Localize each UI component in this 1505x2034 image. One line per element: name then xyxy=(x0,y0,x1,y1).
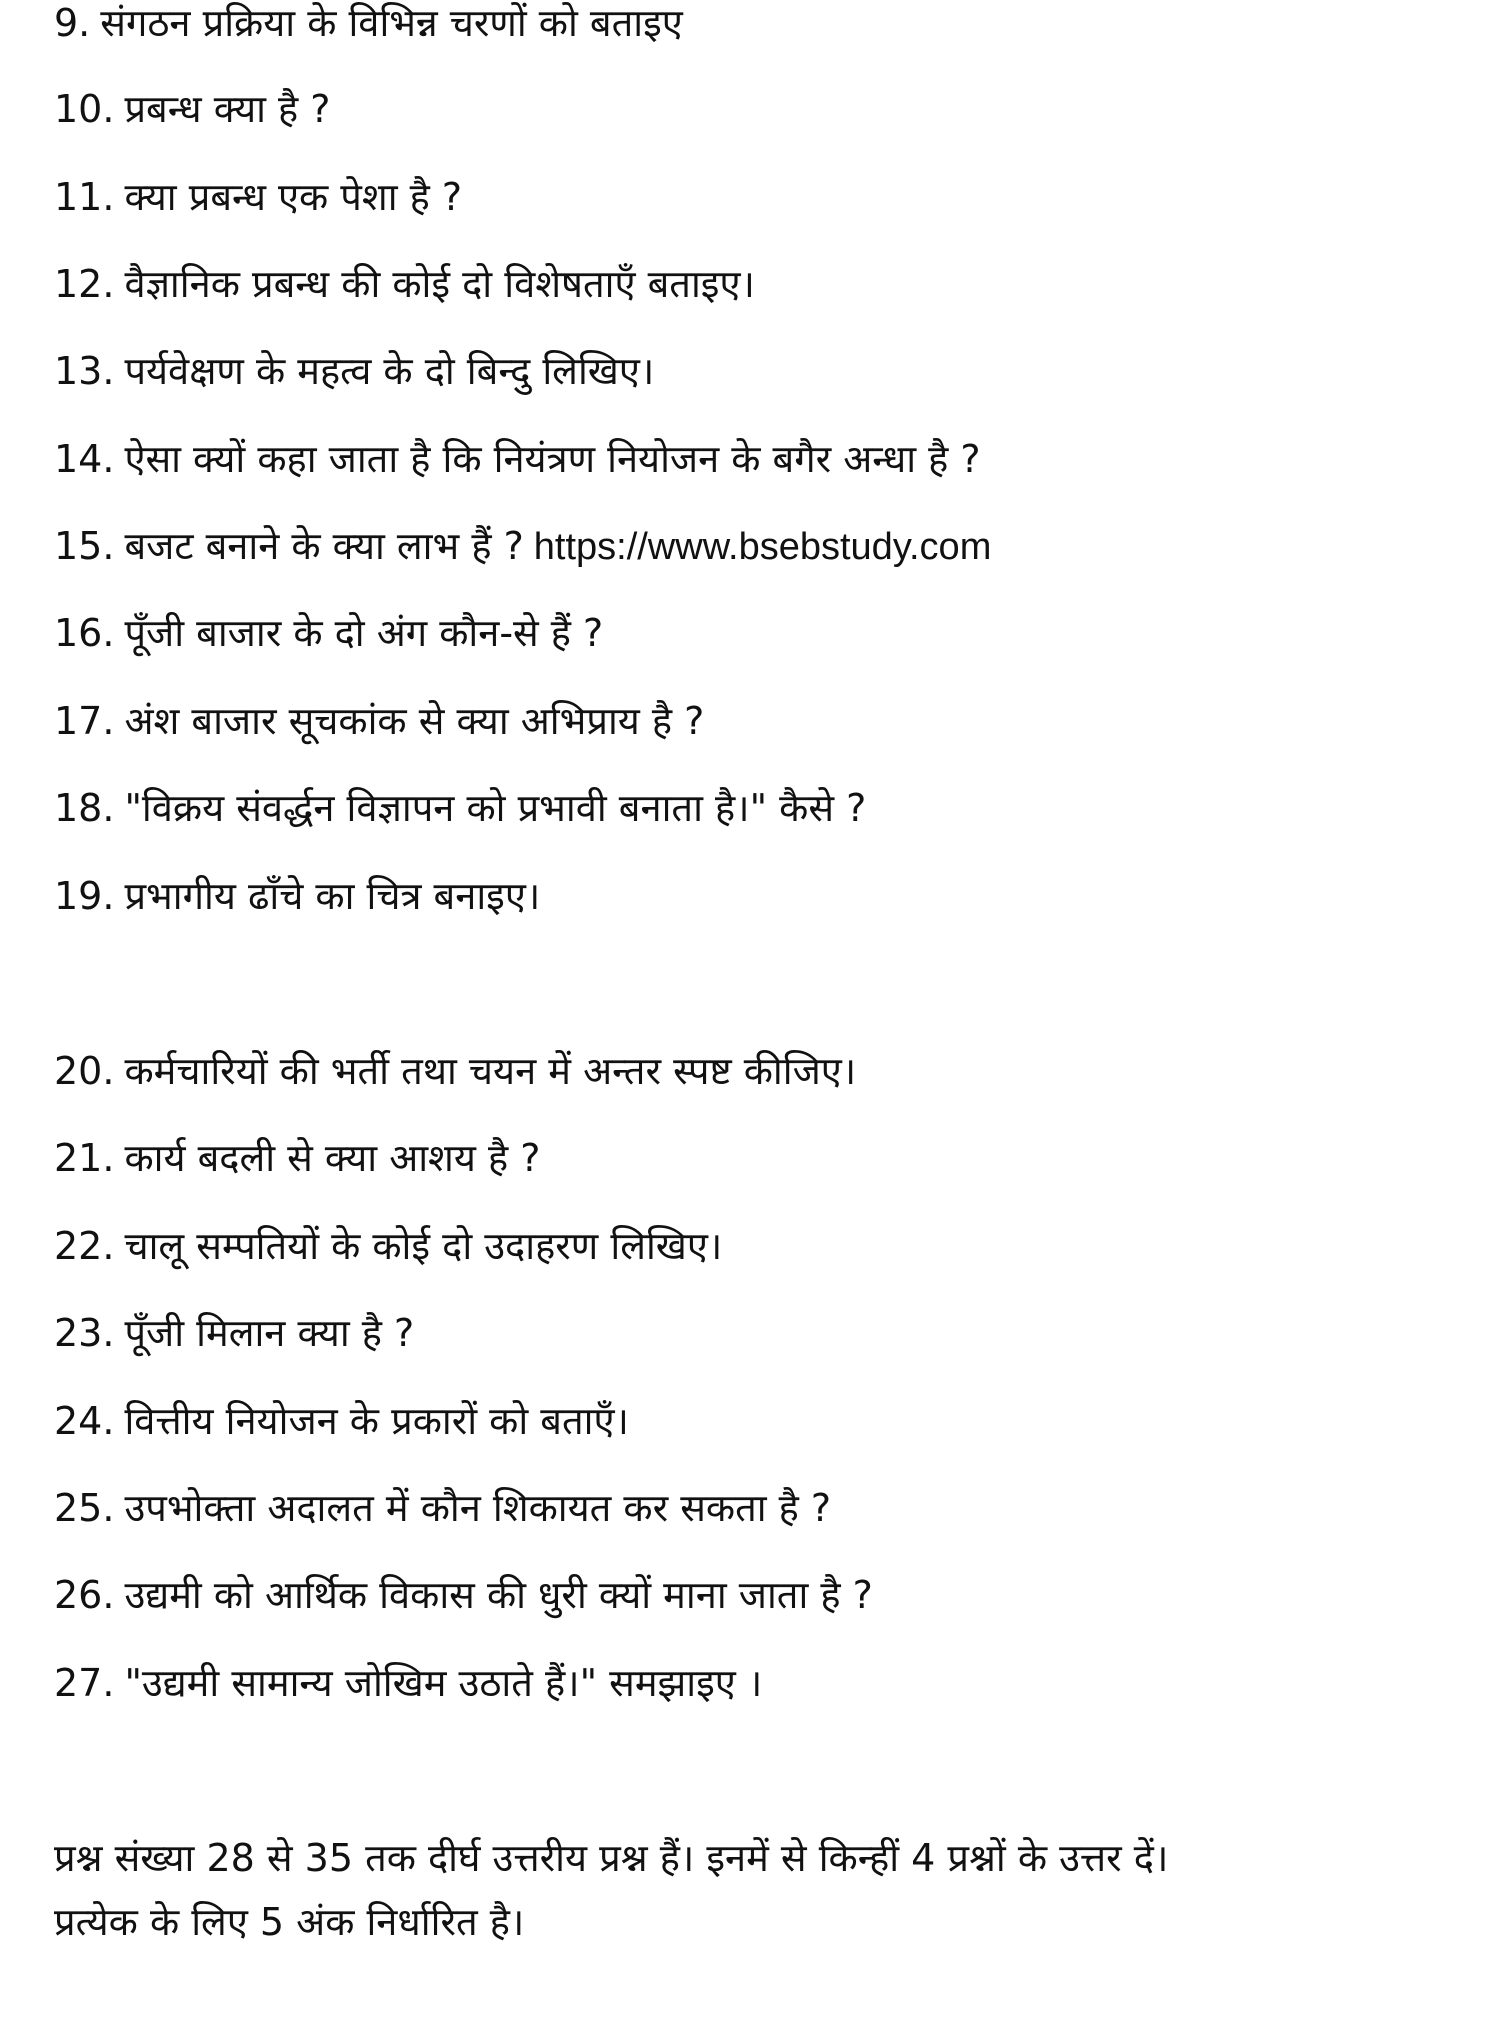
question-24: 24. वित्तीय नियोजन के प्रकारों को बताएँ। xyxy=(54,1399,629,1443)
question-text: कर्मचारियों की भर्ती तथा चयन में अन्तर स्पष्ट कीजिए। xyxy=(124,1049,857,1093)
question-26: 26. उद्यमी को आर्थिक विकास की धुरी क्यों माना जाता है ? xyxy=(54,1573,873,1617)
instruction-line-2: प्रत्येक के लिए 5 अंक निर्धारित है। xyxy=(54,1900,525,1944)
question-text: "विक्रय संवर्द्धन विज्ञापन को प्रभावी बनाता है।" कैसे ? xyxy=(124,786,867,830)
source-url: https://www.bsebstudy.com xyxy=(533,526,992,568)
question-20: 20. कर्मचारियों की भर्ती तथा चयन में अन्तर स्पष्ट कीजिए। xyxy=(54,1049,857,1093)
question-text: वैज्ञानिक प्रबन्ध की कोई दो विशेषताएँ बताइए। xyxy=(124,262,755,306)
question-text: पूँजी मिलान क्या है ? xyxy=(124,1311,415,1355)
question-14: 14. ऐसा क्यों कहा जाता है कि नियंत्रण नियोजन के बगैर अन्धा है ? xyxy=(54,437,981,481)
question-text: चालू सम्पतियों के कोई दो उदाहरण लिखिए। xyxy=(124,1224,723,1268)
question-text: ऐसा क्यों कहा जाता है कि नियंत्रण नियोजन के बगैर अन्धा है ? xyxy=(124,437,981,481)
question-text: प्रबन्ध क्या है ? xyxy=(124,87,331,131)
question-13: 13. पर्यवेक्षण के महत्व के दो बिन्दु लिखिए। xyxy=(54,349,655,393)
question-text: कार्य बदली से क्या आशय है ? xyxy=(124,1136,541,1180)
question-12: 12. वैज्ञानिक प्रबन्ध की कोई दो विशेषताएँ बताइए। xyxy=(54,262,755,306)
instruction-line-1: प्रश्न संख्या 28 से 35 तक दीर्घ उत्तरीय प्रश्न हैं। इनमें से किन्हीं 4 प्रश्नों के उत्तर दें। xyxy=(54,1836,1169,1880)
question-9: 9. संगठन प्रक्रिया के विभिन्न चरणों को बताइए xyxy=(54,1,683,45)
question-23: 23. पूँजी मिलान क्या है ? xyxy=(54,1311,415,1355)
question-16: 16. पूँजी बाजार के दो अंग कौन-से हैं ? xyxy=(54,611,604,655)
question-10: 10. प्रबन्ध क्या है ? xyxy=(54,87,331,131)
question-text: वित्तीय नियोजन के प्रकारों को बताएँ। xyxy=(124,1399,629,1443)
question-27: 27. "उद्यमी सामान्य जोखिम उठाते हैं।" समझाइए । xyxy=(54,1661,763,1705)
question-text: उद्यमी को आर्थिक विकास की धुरी क्यों माना जाता है ? xyxy=(124,1573,873,1617)
question-15: 15. बजट बनाने के क्या लाभ हैं ? https://www.bsebstudy.com xyxy=(54,524,992,568)
question-text: संगठन प्रक्रिया के विभिन्न चरणों को बताइए xyxy=(100,1,683,45)
question-11: 11. क्या प्रबन्ध एक पेशा है ? xyxy=(54,175,463,219)
question-text: उपभोक्ता अदालत में कौन शिकायत कर सकता है ? xyxy=(124,1486,832,1530)
question-text: पर्यवेक्षण के महत्व के दो बिन्दु लिखिए। xyxy=(124,349,655,393)
question-text: क्या प्रबन्ध एक पेशा है ? xyxy=(124,175,463,219)
question-text: पूँजी बाजार के दो अंग कौन-से हैं ? xyxy=(124,611,604,655)
question-text: "उद्यमी सामान्य जोखिम उठाते हैं।" समझाइए । xyxy=(124,1661,763,1705)
question-text: प्रभागीय ढाँचे का चित्र बनाइए। xyxy=(124,874,541,918)
question-18: 18. "विक्रय संवर्द्धन विज्ञापन को प्रभावी बनाता है।" कैसे ? xyxy=(54,786,867,830)
question-text: अंश बाजार सूचकांक से क्या अभिप्राय है ? xyxy=(124,699,705,743)
question-22: 22. चालू सम्पतियों के कोई दो उदाहरण लिखिए। xyxy=(54,1224,723,1268)
question-21: 21. कार्य बदली से क्या आशय है ? xyxy=(54,1136,541,1180)
question-text: बजट बनाने के क्या लाभ हैं ? xyxy=(124,524,524,568)
question-19: 19. प्रभागीय ढाँचे का चित्र बनाइए। xyxy=(54,874,541,918)
question-17: 17. अंश बाजार सूचकांक से क्या अभिप्राय है ? xyxy=(54,699,705,743)
question-25: 25. उपभोक्ता अदालत में कौन शिकायत कर सकता है ? xyxy=(54,1486,832,1530)
